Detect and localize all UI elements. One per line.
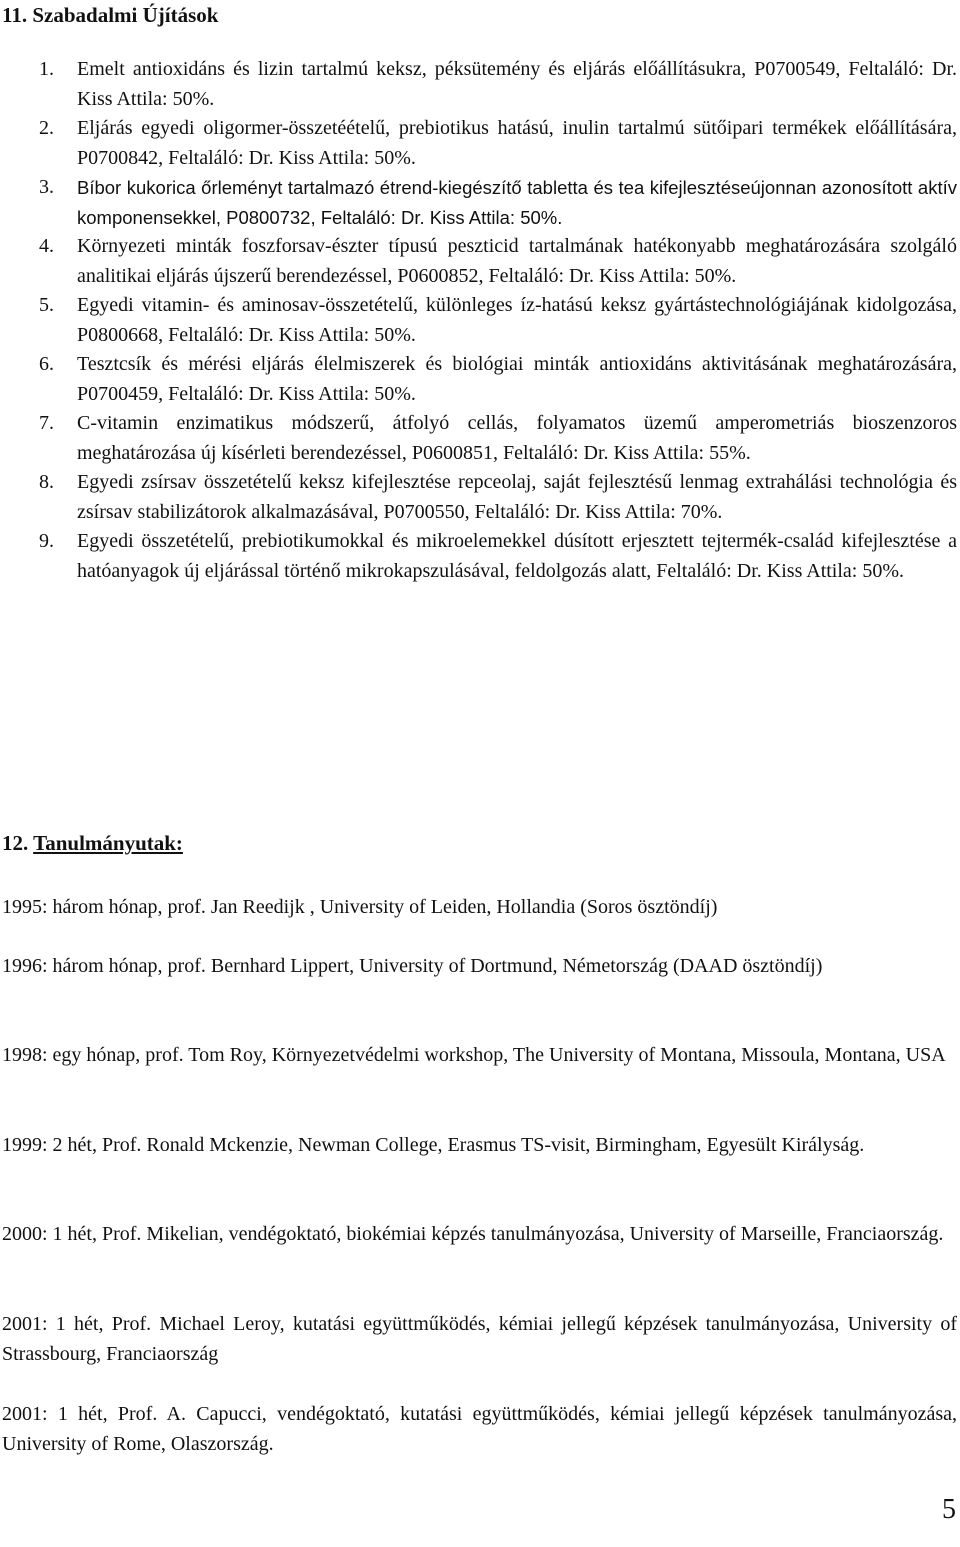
patent-text: Bíbor kukorica őrleményt tartalmazó étrend-kiegészítő tabletta és tea kifejlesztéseújonnan azonosított aktív komponensekkel, P0800732, Feltaláló: Dr. Kiss Attila: 50%.: [77, 177, 957, 228]
patent-number: 2.: [39, 117, 54, 139]
patent-item: [0, 527, 957, 586]
patent-number: 5.: [39, 294, 54, 316]
patent-item: [0, 55, 957, 114]
patent-text: Tesztcsík és mérési eljárás élelmiszerek és biológiai minták antioxidáns aktivitásának meghatározására, P0700459, Feltaláló: Dr. Kiss Attila: 50%.: [77, 353, 957, 405]
patent-number: 1.: [39, 58, 54, 80]
study-trip-entry: 2000: 1 hét, Prof. Mikelian, vendégoktató, biokémiai képzés tanulmányozása, University of Marseille, Franciaország.: [2, 1223, 944, 1245]
study-trip-entry: 1998: egy hónap, prof. Tom Roy, Környezetvédelmi workshop, The University of Montana, Missoula, Montana, USA: [2, 1044, 946, 1066]
patent-text: C-vitamin enzimatikus módszerű, átfolyó cellás, folyamatos üzemű amperometriás bioszenzoros meghatározása új kísérleti berendezéssel, P0600851, Feltaláló: Dr. Kiss Attila: 55%.: [77, 412, 957, 464]
section-11-title: Szabadalmi Újítások: [32, 3, 219, 27]
patent-item: [0, 409, 957, 468]
patent-number: 7.: [39, 412, 54, 434]
study-trip-entry: 1996: három hónap, prof. Bernhard Lippert, University of Dortmund, Németország (DAAD ösztöndíj): [2, 955, 823, 977]
page-number: 5: [942, 1494, 956, 1525]
patent-number: 6.: [39, 353, 54, 375]
patent-text: Egyedi zsírsav összetételű keksz kifejlesztése repceolaj, saját fejlesztésű lenmag extrahálási technológia és zsírsav stabilizátorok alkalmazásával, P0700550, Feltaláló: Dr. Kiss Attila: 70%.: [77, 471, 957, 523]
patent-list: [0, 55, 957, 586]
patent-item: [0, 291, 957, 350]
section-12-title: Tanulmányutak:: [33, 831, 183, 855]
patent-text: Emelt antioxidáns és lizin tartalmú keksz, péksütemény és eljárás előállításukra, P0700549, Feltaláló: Dr. Kiss Attila: 50%.: [77, 58, 957, 110]
patent-number: 4.: [39, 235, 54, 257]
patent-item: [0, 468, 957, 527]
section-12-heading: [2, 829, 183, 859]
patent-item: [0, 173, 957, 232]
patent-number: 3.: [39, 176, 54, 198]
study-trip-entry: 2001: 1 hét, Prof. A. Capucci, vendégoktató, kutatási együttműködés, kémiai jellegű képzések tanulmányozása, University of Rome, Olaszország.: [2, 1403, 957, 1455]
section-11-heading: [2, 1, 218, 31]
patent-text: Eljárás egyedi oligormer-összetéételű, prebiotikus hatású, inulin tartalmú sütőipari termékek előállítására, P0700842, Feltaláló: Dr. Kiss Attila: 50%.: [77, 117, 957, 169]
patent-text: Környezeti minták foszforsav-észter típusú peszticid tartalmának hatékonyabb meghatározására szolgáló analitikai eljárás újszerű berendezéssel, P0600852, Feltaláló: Dr. Kiss Attila: 50%.: [77, 235, 957, 287]
patent-number: 9.: [39, 530, 54, 552]
study-trip-entry: 1999: 2 hét, Prof. Ronald Mckenzie, Newman College, Erasmus TS-visit, Birmingham, Egyesült Királyság.: [2, 1134, 865, 1156]
section-11-number: 11.: [2, 3, 28, 27]
study-trip-entry: 2001: 1 hét, Prof. Michael Leroy, kutatási együttműködés, kémiai jellegű képzések tanulmányozása, University of Strassbourg, Franciaország: [2, 1313, 957, 1365]
patent-item: [0, 232, 957, 291]
section-12-number: 12.: [2, 831, 29, 855]
patent-item: [0, 114, 957, 173]
study-trip-entry: 1995: három hónap, prof. Jan Reedijk , University of Leiden, Hollandia (Soros ösztöndíj): [2, 896, 718, 918]
patent-text: Egyedi összetételű, prebiotikumokkal és mikroelemekkel dúsított erjesztett tejtermék-család kifejlesztése a hatóanyagok új eljárással történő mikrokapszulásával, feldolgozás alatt, Feltaláló: Dr. Kiss Attila: 50%.: [77, 530, 957, 582]
patent-number: 8.: [39, 471, 54, 493]
patent-item: [0, 350, 957, 409]
patent-text: Egyedi vitamin- és aminosav-összetételű, különleges íz-hatású keksz gyártástechnológiájának kidolgozása, P0800668, Feltaláló: Dr. Kiss Attila: 50%.: [77, 294, 957, 346]
